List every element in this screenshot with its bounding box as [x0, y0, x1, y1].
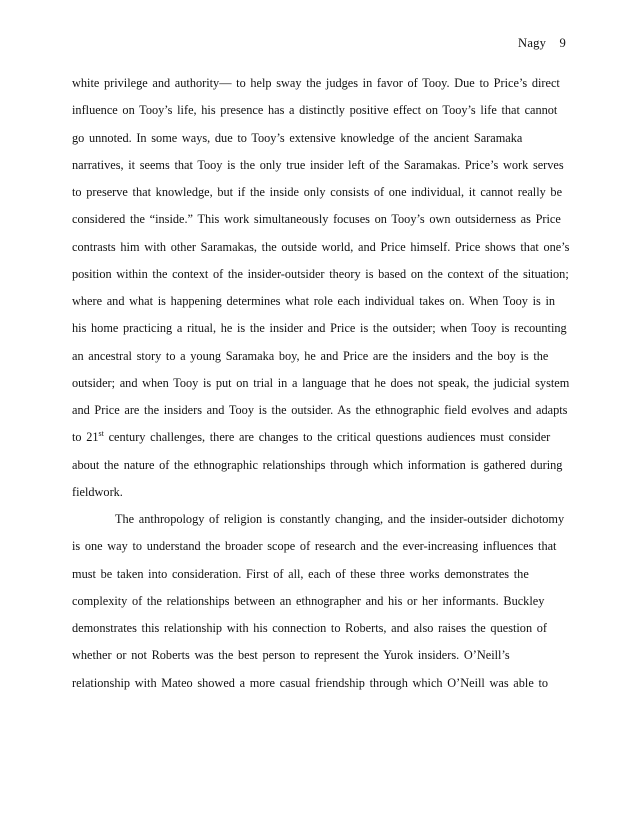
text-line: must be taken into consideration. First of all, each of these three works demonstrates the [72, 566, 529, 581]
text-line: outsider; and when Tooy is put on trial in a language that he does not speak, the judicial system [72, 375, 570, 390]
text-line: influence on Tooy’s life, his presence has a distinctly positive effect on Tooy’s life that cannot [72, 103, 558, 118]
text-line: about the nature of the ethnographic relationships through which information is gathered during [72, 457, 563, 472]
text-line [72, 424, 566, 451]
text-line: narratives, it seems that Tooy is the only true insider left of the Saramakas. Price’s work serves [72, 157, 564, 172]
text-segment: to 21 [72, 430, 99, 445]
header-page-number: 9 [559, 36, 566, 50]
text-line: demonstrates this relationship with his connection to Roberts, and also raises the question of [72, 621, 548, 635]
text-line: his home practicing a ritual, he is the insider and Price is the outsider; when Tooy is recounting [72, 321, 567, 336]
text-line: and Price are the insiders and Tooy is the outsider. As the ethnographic field evolves and adapts [72, 403, 568, 417]
text-line: complexity of the relationships between an ethnographer and his or her informants. Buckley [72, 593, 545, 608]
header-author: Nagy [518, 36, 547, 50]
text-line: fieldwork. [72, 484, 123, 499]
text-line: contrasts him with other Saramakas, the outside world, and Price himself. Price shows that one’s [72, 239, 570, 254]
text-segment: century challenges, there are changes to the critical questions audiences must consider [103, 430, 551, 445]
text-line: relationship with Mateo showed a more casual friendship through which O’Neill was able to [72, 675, 549, 690]
text-line: considered the “inside.” This work simultaneously focuses on Tooy’s own outsiderness as Price [72, 212, 561, 227]
ordinal-superscript: st [98, 429, 104, 439]
text-line: to preserve that knowledge, but if the inside only consists of one individual, it cannot really be [72, 185, 563, 199]
running-header [518, 36, 566, 51]
text-line: an ancestral story to a young Saramaka boy, he and Price are the insiders and the boy is the [72, 348, 549, 363]
text-line: where and what is happening determines what role each individual takes on. When Tooy is in [72, 294, 556, 308]
text-line: whether or not Roberts was the best person to represent the Yurok insiders. O’Neill’s [72, 648, 510, 663]
body-text [72, 70, 570, 697]
text-line: white privilege and authority— to help sway the judges in favor of Tooy. Due to Price’s direct [72, 76, 560, 90]
paragraph-first-line: The anthropology of religion is constantly changing, and the insider-outsider dichotomy [115, 512, 565, 526]
text-line: position within the context of the insider-outsider theory is based on the context of the situation; [72, 266, 569, 281]
text-line: go unnoted. In some ways, due to Tooy’s extensive knowledge of the ancient Saramaka [72, 130, 523, 145]
text-line: is one way to understand the broader scope of research and the ever-increasing influences that [72, 539, 557, 554]
